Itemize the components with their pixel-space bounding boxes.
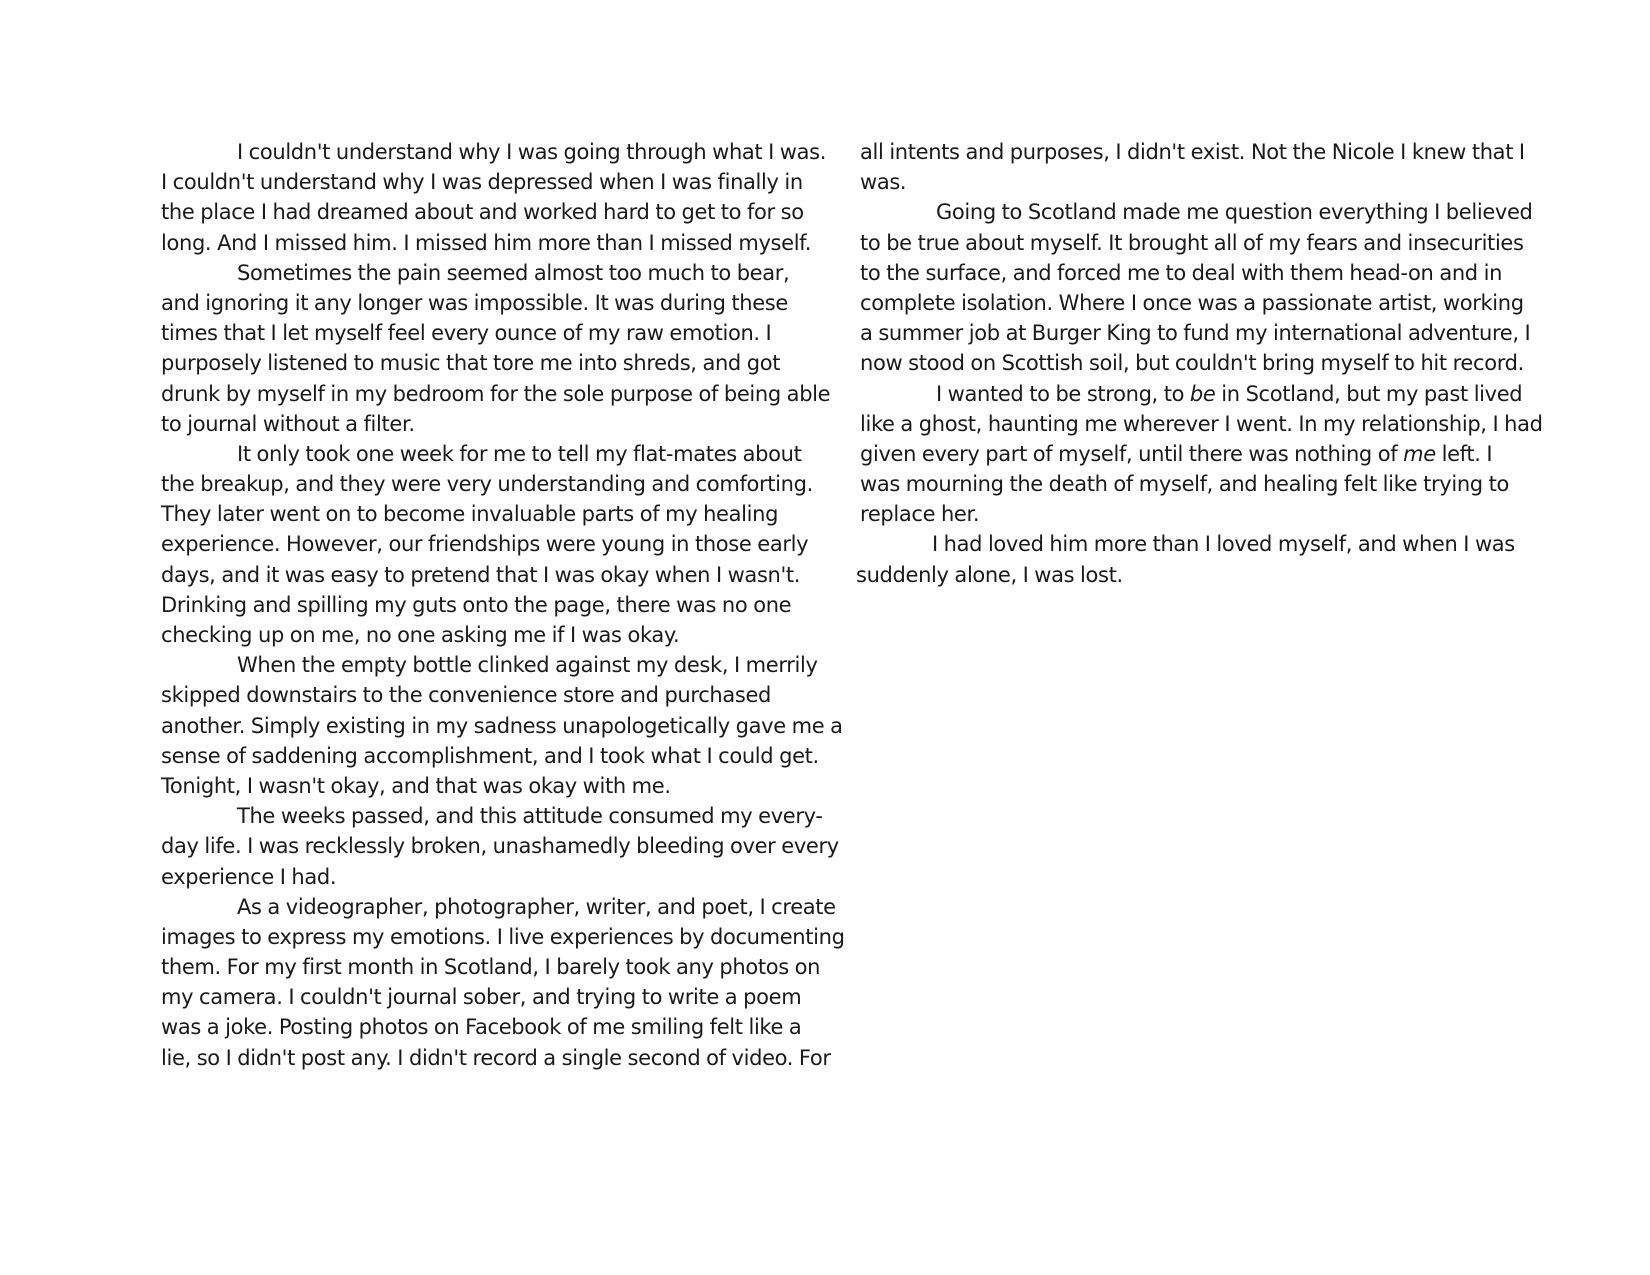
text-line xyxy=(860,439,1508,469)
text-line: purposely listened to music that tore me into shreds, and got xyxy=(161,351,781,376)
italic-word: be xyxy=(1189,381,1216,406)
text-run: left. I xyxy=(1435,441,1493,466)
text-line xyxy=(860,379,1523,409)
text-line: checking up on me, no one asking me if I was okay. xyxy=(161,623,680,647)
text-line: I couldn't understand why I was depressed when I was finally in xyxy=(161,170,803,195)
text-line: was a joke. Posting photos on Facebook of me smiling felt like a xyxy=(161,1015,802,1040)
text-line: to journal without a filter. xyxy=(161,411,415,436)
text-line: to the surface, and forced me to deal with them head-on and in xyxy=(860,260,1503,285)
text-run: given every part of myself, until there was nothing of xyxy=(860,441,1404,466)
text-line: When the empty bottle clinked against my desk, I merrily xyxy=(237,653,818,678)
text-line: I had loved him more than I loved myself, and when I was xyxy=(932,532,1515,557)
text-line: the place I had dreamed about and worked hard to get to for so xyxy=(161,200,804,225)
text-line: It only took one week for me to tell my flat-mates about xyxy=(237,441,802,466)
text-line: Sometimes the pain seemed almost too much to bear, xyxy=(237,260,790,285)
text-line: They later went on to become invaluable parts of my healing xyxy=(161,502,779,527)
text-line: times that I let myself feel every ounce of my raw emotion. I xyxy=(161,321,772,346)
text-line: days, and it was easy to pretend that I was okay when I wasn't. xyxy=(161,562,801,587)
text-line: was. xyxy=(860,170,907,195)
text-line: Tonight, I wasn't okay, and that was okay with me. xyxy=(161,773,671,798)
text-run: in Scotland, but my past lived xyxy=(1215,381,1523,406)
text-line: The weeks passed, and this attitude consumed my every- xyxy=(237,804,823,829)
text-line: my camera. I couldn't journal sober, and trying to write a poem xyxy=(161,985,802,1010)
text-line: I couldn't understand why I was going through what I was. xyxy=(237,140,827,164)
text-line: lie, so I didn't post any. I didn't record a single second of video. For xyxy=(161,1045,831,1070)
text-line: Going to Scotland made me question everything I believed xyxy=(936,200,1533,225)
text-line: the breakup, and they were very understanding and comforting. xyxy=(161,472,813,497)
text-line: experience. However, our friendships were young in those early xyxy=(161,532,809,557)
text-line: them. For my first month in Scotland, I barely took any photos on xyxy=(161,955,821,980)
text-line: like a ghost, haunting me wherever I went. In my relationship, I had xyxy=(860,411,1543,436)
text-line: experience I had. xyxy=(161,864,337,889)
text-line: and ignoring it any longer was impossible. It was during these xyxy=(161,290,788,315)
text-line: drunk by myself in my bedroom for the sole purpose of being able xyxy=(161,381,831,406)
text-line: suddenly alone, I was lost. xyxy=(856,562,1123,587)
text-line: all intents and purposes, I didn't exist. Not the Nicole I knew that I xyxy=(860,140,1525,164)
right-text-column xyxy=(856,137,1543,590)
text-line: Drinking and spilling my guts onto the page, there was no one xyxy=(161,592,792,617)
text-line: was mourning the death of myself, and healing felt like trying to xyxy=(860,472,1509,497)
text-line: another. Simply existing in my sadness unapologetically gave me a xyxy=(161,713,843,738)
text-line: day life. I was recklessly broken, unashamedly bleeding over every xyxy=(161,834,839,859)
left-text-column xyxy=(161,137,845,1073)
text-line: replace her. xyxy=(860,502,980,527)
text-line: skipped downstairs to the convenience store and purchased xyxy=(161,683,772,708)
text-line: As a videographer, photographer, writer, and poet, I create xyxy=(237,894,836,919)
italic-word: me xyxy=(1403,441,1436,466)
text-line: long. And I missed him. I missed him more than I missed myself. xyxy=(161,230,812,255)
text-line: complete isolation. Where I once was a passionate artist, working xyxy=(860,290,1524,315)
text-run: I wanted to be strong, to xyxy=(936,381,1190,406)
text-line: now stood on Scottish soil, but couldn't bring myself to hit record. xyxy=(860,351,1524,376)
text-line: to be true about myself. It brought all of my fears and insecurities xyxy=(860,230,1524,255)
text-line: sense of saddening accomplishment, and I took what I could get. xyxy=(161,743,819,768)
text-line: a summer job at Burger King to fund my international adventure, I xyxy=(860,321,1531,346)
text-line: images to express my emotions. I live experiences by documenting xyxy=(161,924,845,949)
